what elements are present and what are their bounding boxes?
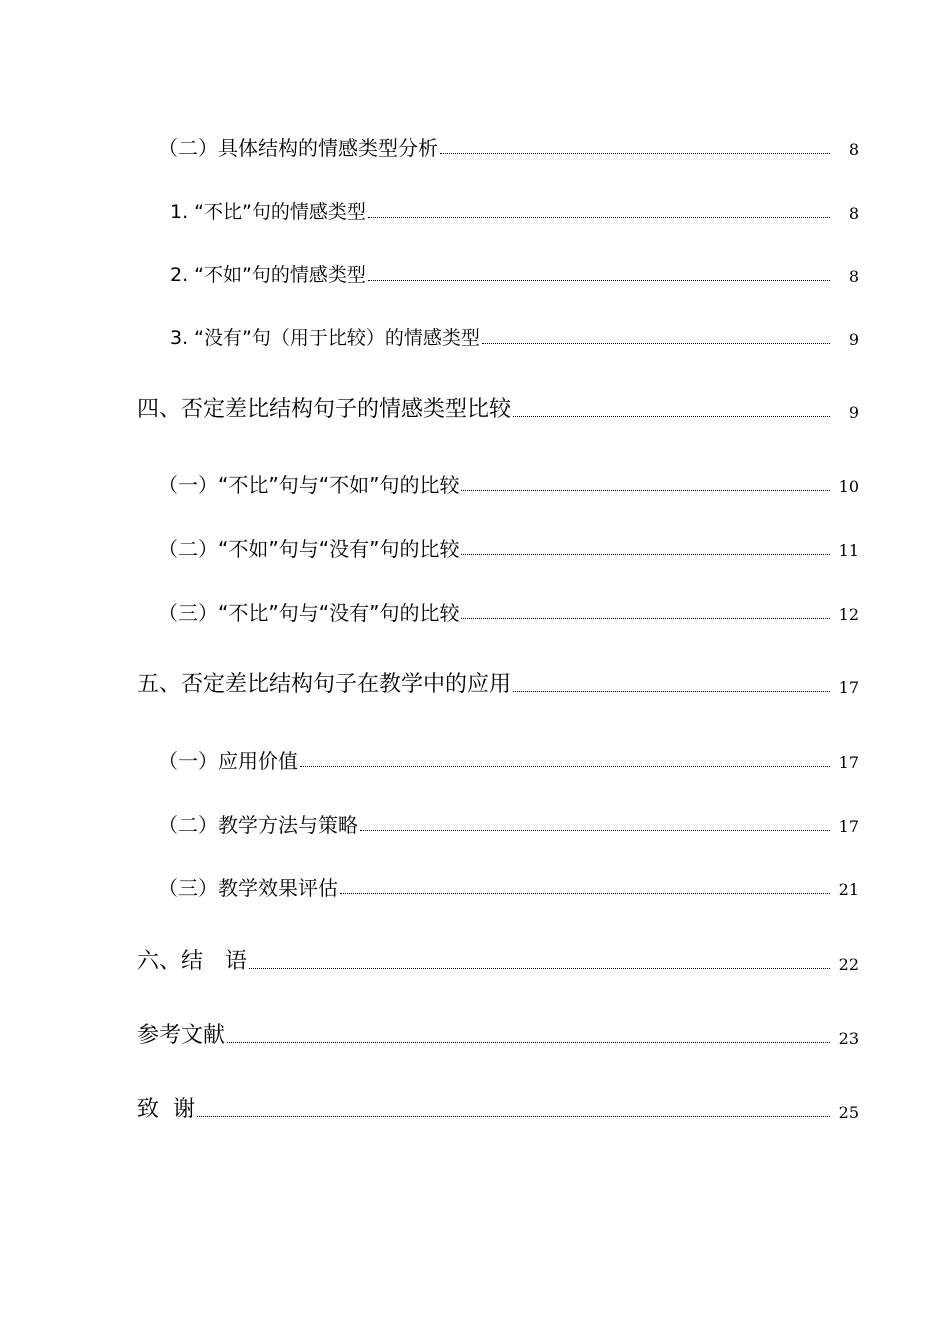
toc-entry[interactable]: [0, 461, 950, 495]
toc-entry[interactable]: [0, 801, 950, 835]
toc-entry-page: 17: [838, 678, 859, 697]
toc-entry[interactable]: [0, 1013, 950, 1047]
dot-leader: [368, 217, 830, 218]
toc-entry-label: 1. “不比”句的情感类型: [170, 201, 366, 223]
toc-entry-label: （一）“不比”句与“不如”句的比较: [158, 473, 460, 497]
toc-entry[interactable]: [0, 188, 950, 222]
dot-leader: [482, 343, 830, 344]
toc-entry[interactable]: [0, 662, 950, 696]
toc-entry[interactable]: [0, 864, 950, 898]
toc-entry[interactable]: [0, 737, 950, 771]
dot-leader: [249, 968, 830, 969]
toc-entry-page: 25: [838, 1103, 859, 1122]
toc-entry-page: 10: [838, 477, 859, 496]
toc-entry-label: （三）“不比”句与“没有”句的比较: [158, 601, 460, 625]
dot-leader: [340, 893, 830, 894]
toc-entry-label: 2. “不如”句的情感类型: [170, 264, 366, 286]
toc-entry[interactable]: [0, 939, 950, 973]
toc-entry[interactable]: [0, 589, 950, 623]
dot-leader: [461, 618, 830, 619]
dot-leader: [360, 830, 830, 831]
toc-entry-page: 22: [838, 955, 859, 974]
dot-leader: [440, 153, 830, 154]
toc-entry-page: 11: [838, 541, 859, 560]
toc-entry-page: 8: [848, 204, 859, 223]
toc-entry-label: 五、否定差比结构句子在教学中的应用: [137, 672, 512, 697]
dot-leader: [227, 1042, 830, 1043]
toc-entry-page: 8: [848, 267, 859, 286]
toc-entry-label: （二）“不如”句与“没有”句的比较: [158, 537, 460, 561]
dot-leader: [368, 280, 830, 281]
toc-entry-page: 9: [848, 330, 859, 349]
toc-entry-label: （二）教学方法与策略: [158, 813, 358, 837]
dot-leader: [300, 766, 830, 767]
toc-entry-page: 21: [838, 880, 859, 899]
toc-entry-label: 参考文献: [137, 1023, 226, 1048]
dot-leader: [461, 554, 830, 555]
toc-entry[interactable]: [0, 251, 950, 285]
toc-entry-page: 17: [838, 817, 859, 836]
dot-leader: [513, 691, 830, 692]
toc-entry[interactable]: [0, 314, 950, 348]
toc-entry-label: （三）教学效果评估: [158, 876, 338, 900]
toc-entry[interactable]: [0, 525, 950, 559]
toc-entry-label: 3. “没有”句（用于比较）的情感类型: [170, 327, 480, 349]
dot-leader: [197, 1116, 830, 1117]
toc-entry[interactable]: [0, 1087, 950, 1121]
toc-entry-label: 六、结 语: [137, 949, 248, 974]
toc-entry-page: 12: [838, 605, 859, 624]
toc-entry[interactable]: [0, 387, 950, 421]
toc-entry-page: 17: [838, 753, 859, 772]
toc-entry-page: 23: [838, 1029, 859, 1048]
toc-entry-page: 8: [848, 140, 859, 159]
toc-entry-label: （二）具体结构的情感类型分析: [158, 136, 438, 160]
dot-leader: [513, 416, 830, 417]
dot-leader: [461, 490, 830, 491]
toc-entry-label: 致 谢: [137, 1097, 195, 1122]
toc-entry[interactable]: [0, 124, 950, 158]
toc-entry-label: 四、否定差比结构句子的情感类型比较: [137, 397, 512, 422]
toc-entry-label: （一）应用价值: [158, 749, 298, 773]
toc-entry-page: 9: [848, 403, 859, 422]
